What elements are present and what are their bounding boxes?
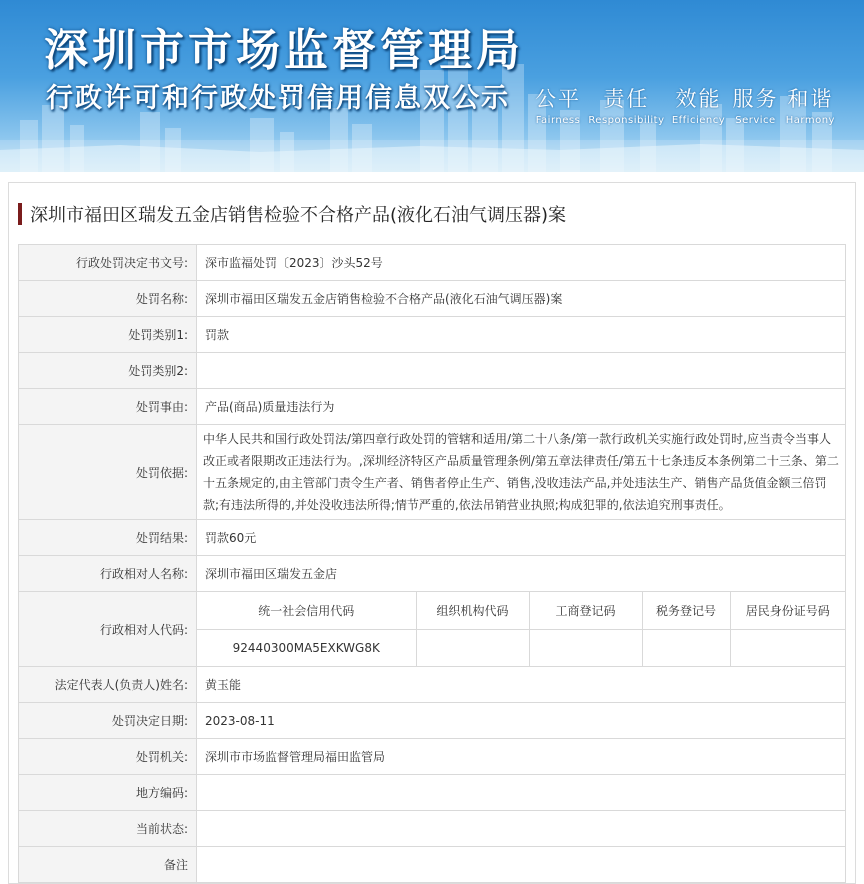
table-row (19, 425, 846, 520)
decision-no-label: 行政处罚决定书文号: (19, 245, 197, 281)
table-row (197, 629, 845, 666)
penalty-name-value: 深圳市福田区瑞发五金店销售检验不合格产品(液化石油气调压器)案 (197, 281, 846, 317)
slogans (535, 83, 835, 126)
table-row (19, 556, 846, 592)
case-title: 深圳市福田区瑞发五金店销售检验不合格产品(液化石油气调压器)案 (30, 205, 567, 226)
basis-label: 处罚依据: (19, 425, 197, 520)
slogan-efficiency (672, 83, 725, 126)
table-row (19, 281, 846, 317)
slogan-en: Responsibility (588, 115, 665, 126)
local-code-value (197, 775, 846, 811)
header-banner (0, 0, 864, 172)
penalty-name-label: 处罚名称: (19, 281, 197, 317)
title-accent-bar (18, 203, 22, 225)
agency-title: 深圳市市场监督管理局 (44, 25, 524, 76)
party-code-label: 行政相对人代码: (19, 592, 197, 667)
table-row (19, 703, 846, 739)
current-status-label: 当前状态: (19, 811, 197, 847)
code-header-tax: 税务登记号 (642, 592, 730, 629)
legal-rep-value: 黄玉能 (197, 667, 846, 703)
slogan-cn: 责任 (603, 87, 650, 111)
table-row (19, 847, 846, 883)
authority-value: 深圳市市场监督管理局福田监管局 (197, 739, 846, 775)
local-code-label: 地方编码: (19, 775, 197, 811)
category2-label: 处罚类别2: (19, 353, 197, 389)
case-detail-panel (8, 182, 856, 884)
category1-label: 处罚类别1: (19, 317, 197, 353)
reason-value: 产品(商品)质量违法行为 (197, 389, 846, 425)
result-label: 处罚结果: (19, 520, 197, 556)
code-header-business: 工商登记码 (529, 592, 642, 629)
decision-date-value: 2023-08-11 (197, 703, 846, 739)
table-row (19, 389, 846, 425)
decision-date-label: 处罚决定日期: (19, 703, 197, 739)
slogan-en: Service (735, 115, 776, 126)
code-header-credit: 统一社会信用代码 (197, 592, 416, 629)
decision-no-value: 深市监福处罚〔2023〕沙头52号 (197, 245, 846, 281)
slogan-harmony (786, 83, 835, 126)
category2-value (197, 353, 846, 389)
table-row (19, 317, 846, 353)
party-code-subtable (197, 592, 845, 666)
table-row (197, 592, 845, 629)
code-header-org: 组织机构代码 (416, 592, 529, 629)
code-value-org (416, 629, 529, 666)
party-name-label: 行政相对人名称: (19, 556, 197, 592)
case-title-heading (18, 201, 566, 227)
slogan-cn: 和谐 (787, 87, 834, 111)
slogan-cn: 服务 (732, 87, 779, 111)
code-value-tax (642, 629, 730, 666)
legal-rep-label: 法定代表人(负责人)姓名: (19, 667, 197, 703)
code-value-id (730, 629, 845, 666)
table-row (19, 592, 846, 667)
slogan-responsibility (588, 83, 664, 126)
code-value-business (529, 629, 642, 666)
code-header-id: 居民身份证号码 (730, 592, 845, 629)
party-code-cell (197, 592, 846, 667)
table-row (19, 353, 846, 389)
slogan-en: Fairness (535, 115, 581, 126)
table-row (19, 245, 846, 281)
table-row (19, 520, 846, 556)
slogan-cn: 公平 (535, 87, 581, 111)
case-info-table (18, 244, 846, 883)
remarks-label: 备注 (19, 847, 197, 883)
basis-value: 中华人民共和国行政处罚法/第四章行政处罚的管辖和适用/第二十八条/第一款行政机关实施行政处罚时,应当责令当事人改正或者限期改正违法行为。,深圳经济特区产品质量管理条例/第五章法律责任/第五十七条违反本条例第二十三条、第二十五条规定的,由主管部门责令生产者、销售者停止生产、销售,没收违法产品,并处违法生产、销售产品货值金额三倍罚款;有违法所得的,并处没收违法所得;情节严重的,依法吊销营业执照;构成犯罪的,依法追究刑事责任。 (197, 425, 846, 520)
slogan-fairness (535, 83, 581, 126)
authority-label: 处罚机关: (19, 739, 197, 775)
party-name-value: 深圳市福田区瑞发五金店 (197, 556, 846, 592)
slogan-service (732, 83, 778, 126)
current-status-value (197, 811, 846, 847)
table-row (19, 775, 846, 811)
code-value-credit: 92440300MA5EXKWG8K (197, 629, 416, 666)
slogan-en: Efficiency (671, 115, 726, 126)
slogan-cn: 效能 (675, 87, 722, 111)
slogan-en: Harmony (785, 115, 835, 126)
table-row (19, 811, 846, 847)
portal-subtitle: 行政许可和行政处罚信用信息双公示 (46, 83, 510, 114)
table-row (19, 667, 846, 703)
table-row (19, 739, 846, 775)
reason-label: 处罚事由: (19, 389, 197, 425)
category1-value: 罚款 (197, 317, 846, 353)
result-value: 罚款60元 (197, 520, 846, 556)
remarks-value (197, 847, 846, 883)
